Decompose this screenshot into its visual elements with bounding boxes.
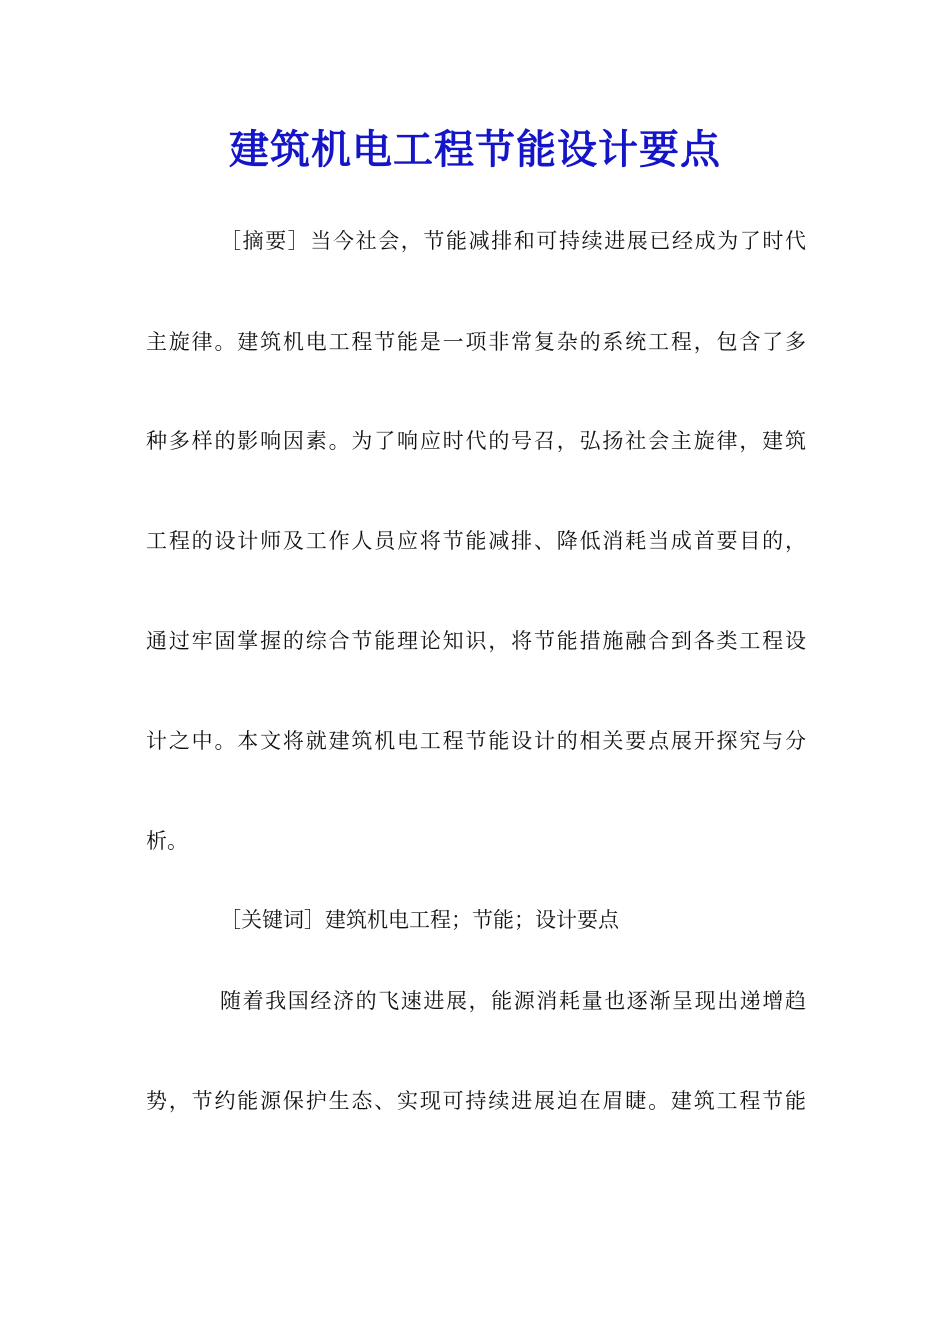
abstract-line: 种多样的影响因素。为了响应时代的号召，弘扬社会主旋律，建筑 bbox=[146, 429, 806, 453]
document-title: 建筑机电工程节能设计要点 bbox=[229, 126, 721, 173]
abstract-line: 析。 bbox=[146, 829, 188, 853]
abstract-line: 工程的设计师及工作人员应将节能减排、降低消耗当成首要目的， bbox=[146, 529, 806, 553]
body-line: 随着我国经济的飞速进展，能源消耗量也逐渐呈现出递增趋 bbox=[220, 989, 806, 1013]
abstract-line: 通过牢固掌握的综合节能理论知识，将节能措施融合到各类工程设 bbox=[146, 629, 806, 653]
abstract-line: 主旋律。建筑机电工程节能是一项非常复杂的系统工程，包含了多 bbox=[146, 330, 806, 354]
abstract-line: 计之中。本文将就建筑机电工程节能设计的相关要点展开探究与分 bbox=[146, 729, 806, 753]
abstract-line: ［摘要］当今社会，节能减排和可持续进展已经成为了时代 bbox=[220, 229, 806, 253]
body-line: 势，节约能源保护生态、实现可持续进展迫在眉睫。建筑工程节能 bbox=[146, 1089, 806, 1113]
keywords-line: ［关键词］建筑机电工程；节能；设计要点 bbox=[220, 908, 619, 932]
